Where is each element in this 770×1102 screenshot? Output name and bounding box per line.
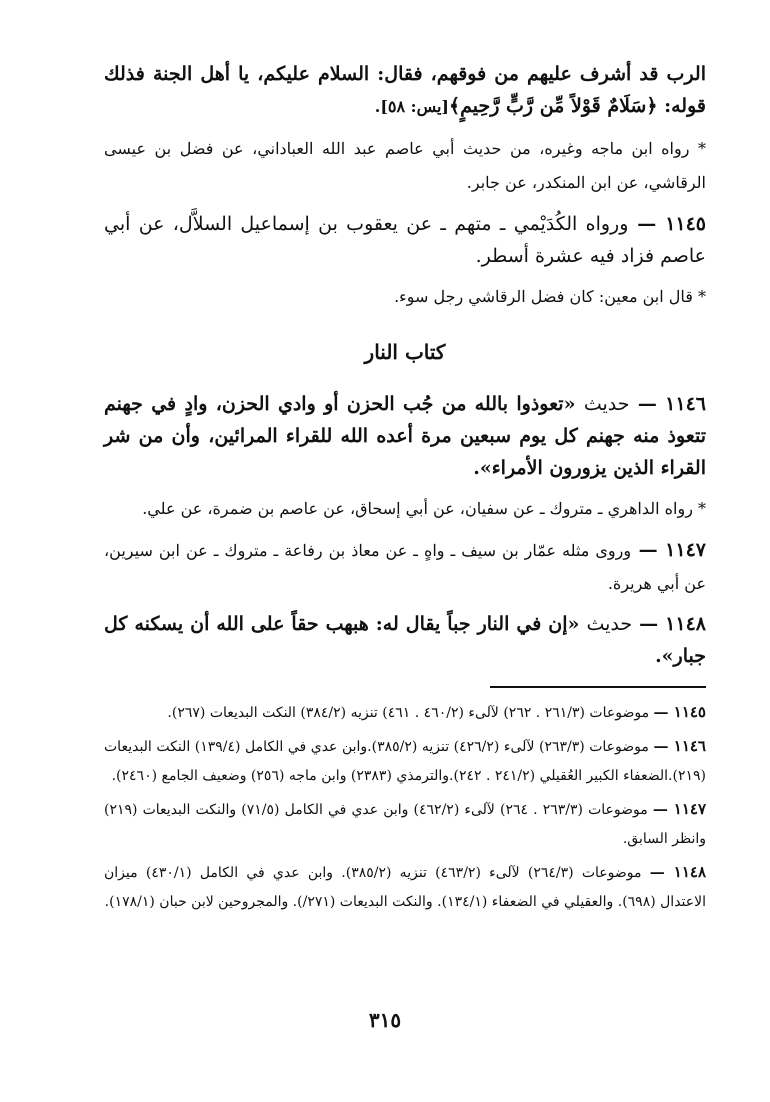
footnote: [104, 795, 706, 854]
hadith-prefix: حديث: [583, 393, 630, 415]
footnote: [104, 858, 706, 917]
hadith-number: ١١٤٧ —: [638, 539, 706, 561]
takhrij-note: * قال ابن معين: كان فضل الرقاشي رجل سوء.: [394, 287, 706, 306]
page-number: ٣١٥: [368, 1008, 402, 1032]
intro-line: الرب قد أشرف عليهم من فوقهم، فقال: السلام عليكم، يا أهل الجنة فذلك قوله:: [104, 63, 706, 117]
footnote-number: ١١٤٧ —: [652, 800, 707, 818]
hadith-text: «إن في النار جباً يقال له: هبهب حقاً على الله أن يسكنه كل جبار».: [104, 613, 706, 667]
footnote-divider-wrap: [104, 686, 706, 688]
hadith-1146: [104, 388, 706, 484]
section-heading: كتاب النار: [364, 340, 446, 364]
hadith-1147: [104, 534, 706, 600]
footnote-text: موضوعات (٢٦٣/٣ . ٢٦٤) لآلىء (٤٦٢/٢) وابن عدي في الكامل (٧١/٥) والنكت البديعات (٢١٩) وانظر السابق.: [104, 802, 706, 847]
footnote-number: ١١٤٦ —: [653, 737, 706, 755]
page-body: [104, 58, 706, 921]
hadith-prefix: حديث: [586, 613, 633, 635]
hadith-number: ١١٤٥ —: [637, 213, 707, 235]
footnote-number: ١١٤٥ —: [653, 703, 706, 721]
hadith-text: ورواه الكُدَيْمي ـ متهم ـ عن يعقوب بن إسماعيل السلاَّل، عن أبي عاصم فزاد فيه عشرة أسطر.: [104, 213, 706, 267]
hadith-1148: [104, 608, 706, 672]
takhrij-note: * رواه ابن ماجه وغيره، من حديث أبي عاصم عبد الله العباداني، عن فضل بن عيسى الرقاشي، عن ابن المنكدر، عن جابر.: [104, 139, 706, 192]
footnote-divider: [490, 686, 706, 688]
footnote-text: موضوعات (٢٦٣/٣) لآلىء (٤٢٦/٢) تنزيه (٣٨٥/٢).وابن عدي في الكامل (١٣٩/٤) النكت البديعات (٢١٩).الضعفاء الكبير العُقيلي (٢٤١/٢ . ٢٤٢).والترمذي (٢٣٨٣) وابن ماجه (٢٥٦) وضعيف الجامع (٢٤٦٠).: [104, 739, 706, 784]
takhrij-note: * رواه الداهري ـ متروك ـ عن سفيان، عن أبي إسحاق، عن عاصم بن ضمرة، عن علي.: [142, 499, 706, 518]
hadith-text: وروى مثله عمّار بن سيف ـ واهٍ ـ عن معاذ بن رفاعة ـ متروك ـ عن ابن سيرين، عن أبي هريرة.: [104, 541, 706, 593]
intro-paragraph: [104, 58, 706, 124]
footnote: [104, 698, 706, 728]
hadith-number: ١١٤٦ —: [637, 393, 706, 415]
quran-reference: [يس: ٥٨].: [374, 97, 449, 116]
hadith-text: «تعوذوا بالله من جُب الحزن أو وادي الحزن، وادٍ في جهنم تتعوذ منه جهنم كل يوم سبعين مرة أعده الله للقراء المرائين، وأن من شر القراء الذين يزورون الأمراء».: [104, 393, 706, 479]
footnote: [104, 732, 706, 791]
footnote-number: ١١٤٨ —: [649, 863, 707, 881]
footnotes: [104, 698, 706, 917]
hadith-number: ١١٤٨ —: [639, 613, 706, 635]
footnote-text: موضوعات (٢٦١/٣ . ٢٦٢) لآلىء (٤٦٠/٢ . ٤٦١) تنزيه (٣٨٤/٢) النكت البديعات (٢٦٧).: [167, 705, 650, 721]
footnote-text: موضوعات (٢٦٤/٣) لآلىء (٤٦٣/٢) تنزيه (٣٨٥/٢). وابن عدي في الكامل (٤٣٠/١) ميزان الاعتدال (٦٩٨). والعقيلي في الضعفاء (١٣٤/١). والنكت البديعات (٢٧١/). والمجروحين لابن حبان (١٧٨/١).: [104, 865, 706, 910]
quran-verse: ﴿سَلَامٌ قَوْلاً مِّن رَّبٍّ رَّحِيمٍ﴾: [449, 95, 658, 117]
hadith-1145: [104, 208, 706, 272]
